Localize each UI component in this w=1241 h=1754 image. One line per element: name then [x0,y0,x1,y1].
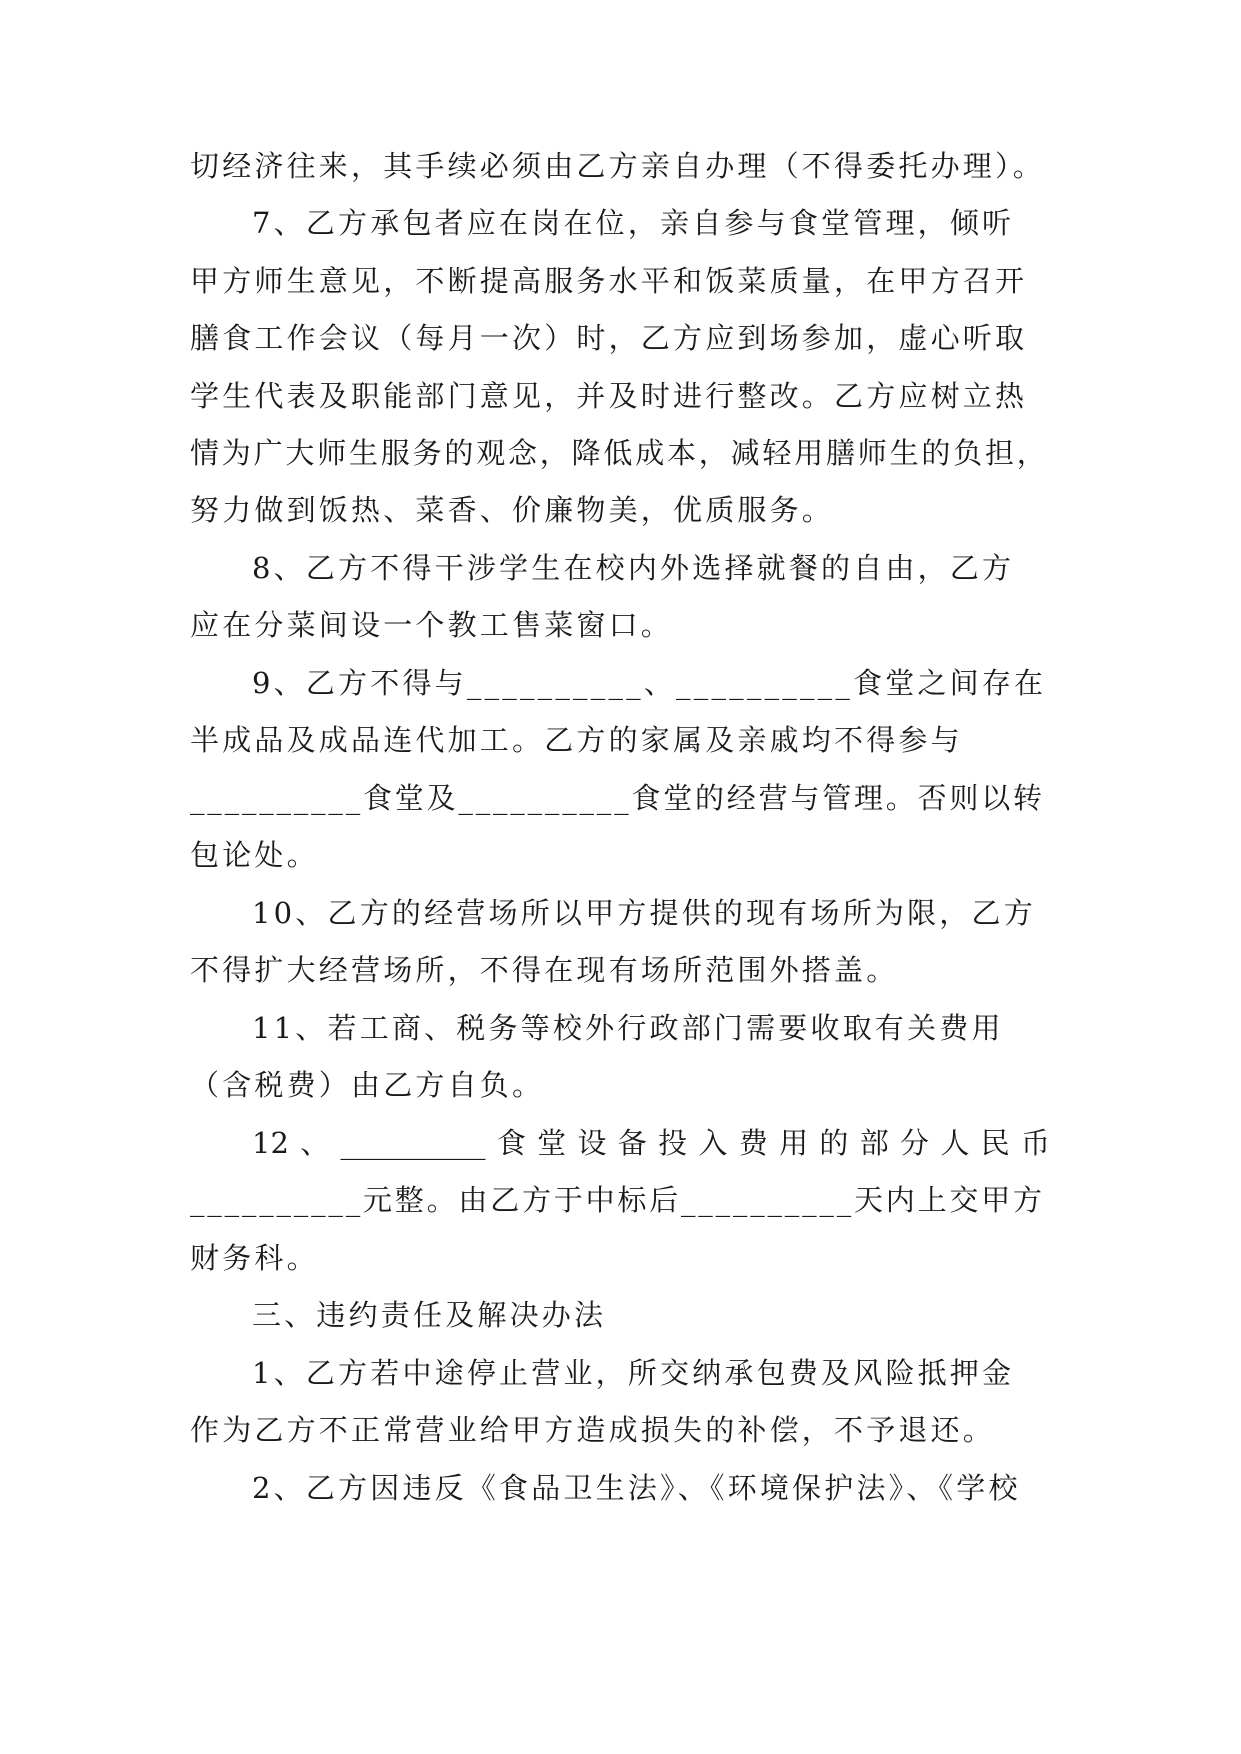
text-line: 半成品及成品连代加工。乙方的家属及亲戚均不得参与 [190,723,963,757]
text-line: 膳食工作会议（每月一次）时，乙方应到场参加，虚心听取 [190,321,1028,355]
text-line: 财务科。 [190,1241,319,1275]
text-line: 努力做到饭热、菜香、价廉物美，优质服务。 [190,493,835,527]
text-line: 不得扩大经营场所，不得在现有场所范围外搭盖。 [190,953,899,987]
text-line: __________元整。由乙方于中标后__________天内上交甲方 [190,1183,1045,1217]
text-line: 作为乙方不正常营业给甲方造成损失的补偿，不予退还。 [190,1413,996,1447]
text-line: （含税费）由乙方自负。 [190,1068,545,1102]
text-line: 7、乙方承包者应在岗在位，亲自参与食堂管理，倾听 [252,206,1015,240]
document-page [190,0,1050,1754]
text-line: 12、__________食堂设备投入费用的部分人民币 [252,1126,1050,1160]
text-line: 2、乙方因违反《食品卫生法》、《环境保护法》、《学校 [252,1471,1021,1505]
text-line: 10、乙方的经营场所以甲方提供的现有场所为限，乙方 [252,896,1036,930]
text-line: 11、若工商、税务等校外行政部门需要收取有关费用 [252,1011,1004,1045]
text-line: __________食堂及__________食堂的经营与管理。否则以转 [190,781,1045,815]
text-line: 1、乙方若中途停止营业，所交纳承包费及风险抵押金 [252,1356,1015,1390]
text-line: 切经济往来，其手续必须由乙方亲自办理（不得委托办理）。 [190,149,1045,183]
text-line: 包论处。 [190,838,319,872]
text-line: 学生代表及职能部门意见，并及时进行整改。乙方应树立热 [190,379,1028,413]
text-line: 情为广大师生服务的观念，降低成本，减轻用膳师生的负担， [190,436,1049,470]
text-line: 应在分菜间设一个教工售菜窗口。 [190,608,674,642]
section-heading: 三、违约责任及解决办法 [252,1298,607,1332]
text-line: 甲方师生意见，不断提高服务水平和饭菜质量，在甲方召开 [190,264,1028,298]
text-line: 8、乙方不得干涉学生在校内外选择就餐的自由，乙方 [252,551,1015,585]
text-line: 9、乙方不得与__________、__________食堂之间存在 [252,666,1047,700]
